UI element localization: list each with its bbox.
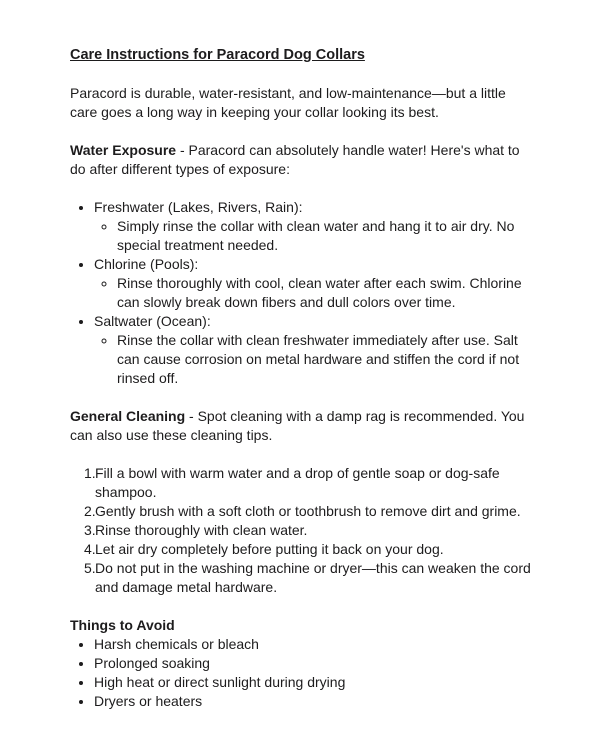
freshwater-sublist — [94, 217, 534, 255]
list-item-label: Freshwater (Lakes, Rivers, Rain): — [94, 199, 303, 215]
list-subitem: ◦ Rinse thoroughly with cool, clean water after each swim. Chlorine can slowly break down fibers and dull colors over time. — [117, 274, 534, 312]
intro-paragraph: Paracord is durable, water-resistant, and low-maintenance—but a little care goes a long way in keeping your collar looking its best. — [70, 85, 506, 120]
general-cleaning-lead-text: - Spot cleaning with a damp rag is recommended. You can also use these cleaning tips. — [70, 408, 525, 443]
avoid-item: • Prolonged soaking — [94, 654, 534, 673]
list-item-freshwater — [94, 198, 534, 255]
cleaning-step: Let air dry completely before putting it back on your dog. — [95, 541, 444, 557]
list-item-chlorine — [94, 255, 534, 312]
list-item-label: Saltwater (Ocean): — [94, 313, 211, 329]
general-cleaning-paragraph — [70, 407, 534, 445]
things-to-avoid-list — [70, 635, 534, 711]
avoid-item: • Harsh chemicals or bleach — [94, 635, 534, 654]
avoid-item: • Dryers or heaters — [94, 692, 534, 711]
things-to-avoid-heading: Things to Avoid — [70, 617, 175, 633]
document-title: Care Instructions for Paracord Dog Collars — [70, 47, 365, 63]
list-item-label: Chlorine (Pools): — [94, 256, 199, 272]
cleaning-steps-list — [70, 464, 534, 597]
water-exposure-heading: Water Exposure — [70, 142, 177, 158]
avoid-item: • High heat or direct sunlight during drying — [94, 673, 534, 692]
list-item-saltwater — [94, 312, 534, 388]
list-subitem: ◦ Simply rinse the collar with clean water and hang it to air dry. No special treatment needed. — [117, 217, 534, 255]
cleaning-step: Do not put in the washing machine or dryer—this can weaken the cord and damage metal hardware. — [95, 560, 531, 595]
general-cleaning-heading: General Cleaning — [70, 408, 186, 424]
chlorine-sublist — [94, 274, 534, 312]
list-subitem: ◦ Rinse the collar with clean freshwater immediately after use. Salt can cause corrosion on metal hardware and stiffen the cord if not rinsed off. — [117, 331, 534, 388]
cleaning-step: Fill a bowl with warm water and a drop of gentle soap or dog-safe shampoo. — [95, 465, 500, 500]
cleaning-step: Rinse thoroughly with clean water. — [95, 522, 308, 538]
saltwater-sublist — [94, 331, 534, 388]
water-exposure-lead-text: - Paracord can absolutely handle water! Here's what to do after different types of exposure: — [70, 142, 520, 177]
water-exposure-paragraph — [70, 141, 534, 179]
cleaning-step: Gently brush with a soft cloth or toothbrush to remove dirt and grime. — [95, 503, 521, 519]
water-exposure-list — [70, 198, 534, 388]
